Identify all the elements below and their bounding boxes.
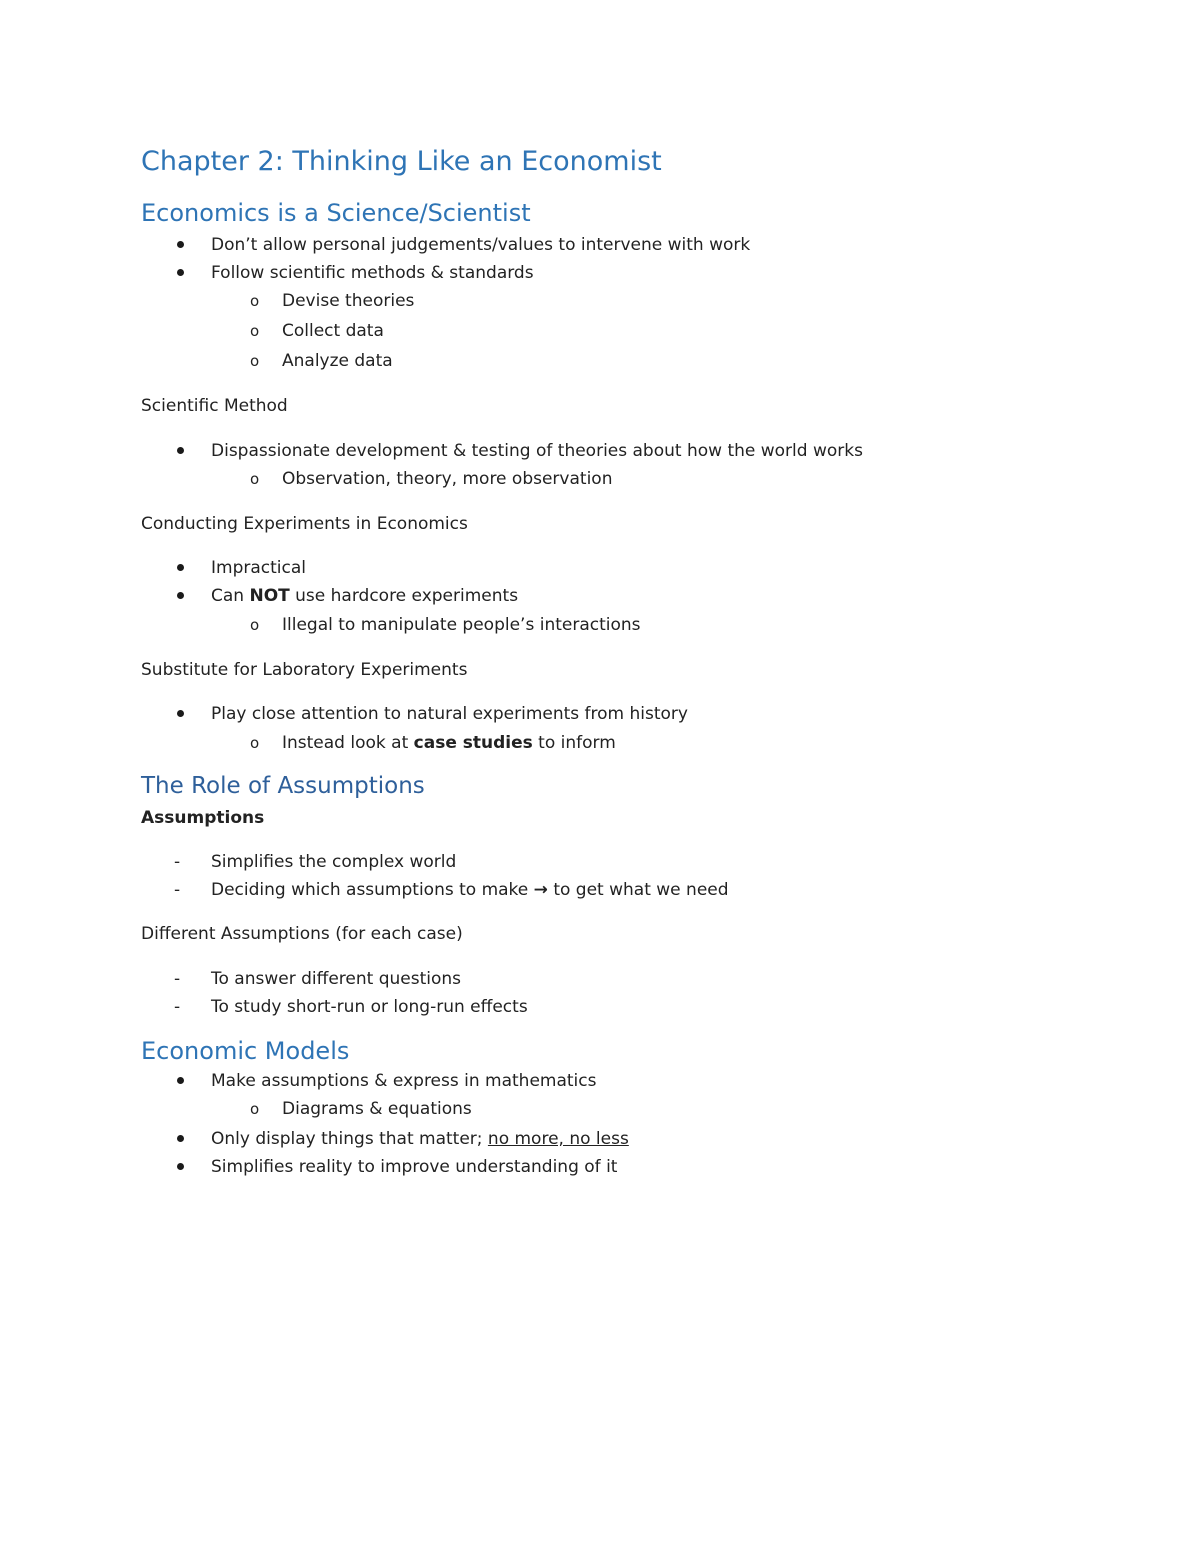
bullet-marker: [177, 1077, 184, 1084]
bullet-marker: [177, 269, 184, 276]
bullet-marker: [177, 564, 184, 571]
list-item: Play close attention to natural experiments from history: [211, 704, 688, 724]
page-title: Chapter 2: Thinking Like an Economist: [141, 146, 662, 177]
sub-list-item: Illegal to manipulate people’s interactions: [282, 615, 641, 635]
text-run: Deciding which assumptions to make: [211, 880, 534, 900]
underlined-text-run: no more, no less: [487, 1129, 629, 1149]
subsection-label-assumptions: Assumptions: [141, 808, 265, 828]
list-item: Simplifies the complex world: [211, 852, 457, 872]
sub-bullet-marker: o: [250, 322, 260, 340]
list-item: Dispassionate development & testing of theories about how the world works: [211, 441, 863, 461]
text-run: to get what we need: [547, 880, 729, 900]
sub-list-item: Diagrams & equations: [282, 1099, 472, 1119]
text-run: Can: [211, 586, 250, 606]
subsection-label-scientific-method: Scientific Method: [141, 396, 288, 416]
section-heading-science: Economics is a Science/Scientist: [141, 199, 531, 227]
sub-list-item: [282, 735, 616, 752]
text-run: Instead look at: [282, 733, 414, 753]
sub-list-item: Observation, theory, more observation: [282, 469, 613, 489]
sub-bullet-marker: o: [250, 1100, 260, 1118]
list-item: Make assumptions & express in mathematics: [211, 1071, 597, 1091]
sub-bullet-marker: o: [250, 470, 260, 488]
dash-marker: -: [174, 880, 181, 900]
dash-marker: -: [174, 852, 181, 872]
bullet-marker: [177, 592, 184, 599]
sub-bullet-marker: o: [250, 616, 260, 634]
list-item: [211, 588, 518, 605]
dash-marker: -: [174, 997, 181, 1017]
sub-bullet-marker: o: [250, 352, 260, 370]
sub-list-item: Collect data: [282, 321, 384, 341]
list-item: [211, 1131, 629, 1148]
bullet-marker: [177, 710, 184, 717]
bullet-marker: [177, 1163, 184, 1170]
section-heading-assumptions: The Role of Assumptions: [141, 773, 425, 799]
list-item: Follow scientific methods & standards: [211, 263, 534, 283]
list-item: [211, 882, 729, 899]
sub-bullet-marker: o: [250, 292, 260, 310]
list-item: Impractical: [211, 558, 306, 578]
arrow-right-icon: →: [533, 880, 548, 900]
subsection-label-substitute: Substitute for Laboratory Experiments: [141, 660, 468, 680]
section-heading-models: Economic Models: [141, 1037, 350, 1065]
text-run: use hardcore experiments: [289, 586, 519, 606]
bold-text-run: case studies: [413, 733, 533, 753]
bold-text-run: NOT: [249, 586, 290, 606]
subsection-label-experiments: Conducting Experiments in Economics: [141, 514, 468, 534]
bullet-marker: [177, 447, 184, 454]
text-run: Only display things that matter;: [211, 1129, 488, 1149]
sub-list-item: Devise theories: [282, 291, 415, 311]
list-item: Don’t allow personal judgements/values to intervene with work: [211, 235, 751, 255]
dash-marker: -: [174, 969, 181, 989]
bullet-marker: [177, 1135, 184, 1142]
text-run: to inform: [532, 733, 616, 753]
sub-list-item: Analyze data: [282, 351, 393, 371]
list-item: To answer different questions: [211, 969, 462, 989]
sub-bullet-marker: o: [250, 734, 260, 752]
list-item: To study short-run or long-run effects: [211, 997, 528, 1017]
subsection-label-different-assumptions: Different Assumptions (for each case): [141, 924, 463, 944]
list-item: Simplifies reality to improve understanding of it: [211, 1157, 618, 1177]
bullet-marker: [177, 241, 184, 248]
